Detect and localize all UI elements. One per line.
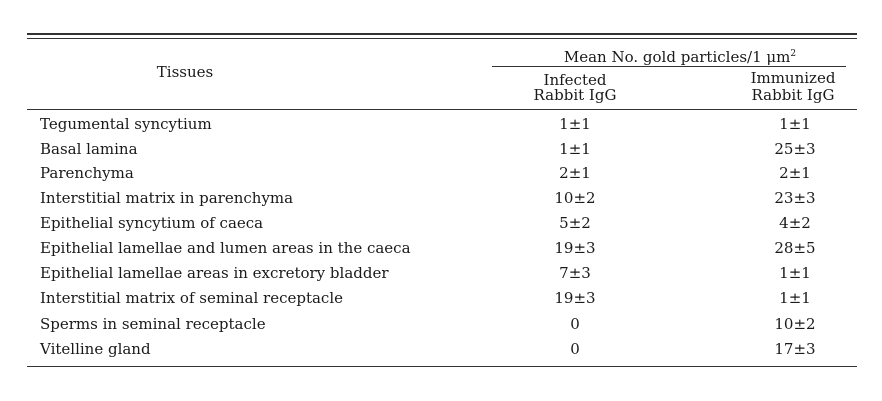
infected-cell: 19±3 <box>554 289 596 307</box>
col2-header-line2: Rabbit IgG <box>751 86 835 104</box>
immunized-cell: 28±5 <box>774 239 816 257</box>
tissue-cell: Epithelial syncytium of caeca <box>40 214 264 232</box>
immunized-cell: 1±1 <box>779 289 811 307</box>
tissue-cell: Tegumental syncytium <box>40 115 212 133</box>
infected-cell: 1±1 <box>559 140 591 158</box>
immunized-cell: 23±3 <box>774 189 816 207</box>
group-underline <box>492 66 846 67</box>
immunized-cell: 4±2 <box>779 214 811 232</box>
col1-header-line1: Infected <box>543 71 607 89</box>
tissue-cell: Sperms in seminal receptacle <box>40 315 266 333</box>
immunized-cell: 25±3 <box>774 140 816 158</box>
tissue-cell: Parenchyma <box>40 164 134 182</box>
col2-header-line1: Immunized <box>750 69 836 87</box>
infected-cell: 0 <box>570 340 580 358</box>
tissue-cell: Basal lamina <box>40 140 138 158</box>
infected-cell: 5±2 <box>559 214 591 232</box>
immunized-cell: 17±3 <box>774 340 816 358</box>
infected-cell: 10±2 <box>554 189 596 207</box>
top-rule-outer <box>27 33 857 35</box>
top-rule-inner <box>27 38 857 39</box>
group-header <box>530 46 830 66</box>
group-header-label: Mean No. gold particles/1 μm <box>563 48 791 66</box>
tissues-header: Tissues <box>156 63 214 81</box>
infected-cell: 0 <box>570 315 580 333</box>
tissue-cell: Epithelial lamellae areas in excretory bladder <box>40 264 389 282</box>
tissue-cell: Interstitial matrix of seminal receptacle <box>40 289 343 307</box>
infected-cell: 7±3 <box>559 264 591 282</box>
tissue-cell: Vitelline gland <box>40 340 151 358</box>
header-rule <box>27 109 857 110</box>
infected-cell: 2±1 <box>559 164 591 182</box>
immunized-cell: 10±2 <box>774 315 816 333</box>
infected-cell: 1±1 <box>559 115 591 133</box>
immunized-cell: 1±1 <box>779 264 811 282</box>
tissue-cell: Interstitial matrix in parenchyma <box>40 189 294 207</box>
immunized-cell: 1±1 <box>779 115 811 133</box>
tissue-cell: Epithelial lamellae and lumen areas in the caeca <box>40 239 411 257</box>
group-header-superscript: 2 <box>790 49 797 59</box>
col1-header-line2: Rabbit IgG <box>533 86 617 104</box>
bottom-rule <box>27 366 857 367</box>
immunized-cell: 2±1 <box>779 164 811 182</box>
infected-cell: 19±3 <box>554 239 596 257</box>
